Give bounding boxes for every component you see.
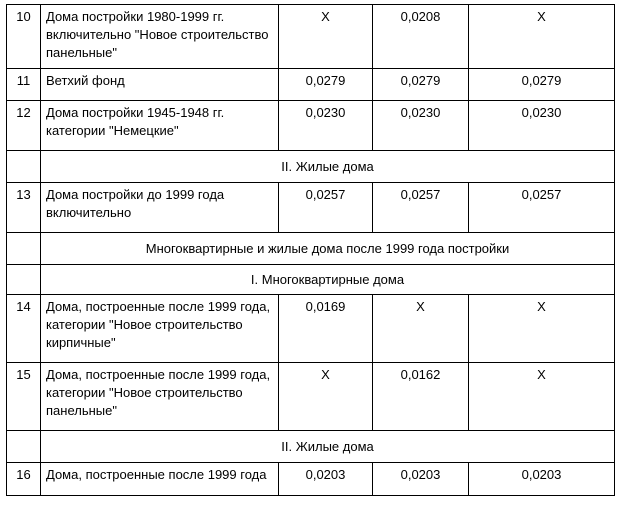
- value-cell-3: Х: [469, 363, 615, 431]
- section-row: [7, 233, 615, 265]
- value-cell-3: 0,0230: [469, 101, 615, 151]
- row-number: 14: [7, 295, 41, 363]
- value-cell-3: 0,0279: [469, 69, 615, 101]
- row-number: 13: [7, 183, 41, 233]
- row-number: 15: [7, 363, 41, 431]
- section-empty-cell: [7, 233, 41, 265]
- value-cell-2: 0,0208: [373, 5, 469, 69]
- value-cell-3: Х: [469, 295, 615, 363]
- value-cell-2: Х: [373, 295, 469, 363]
- section-row: [7, 151, 615, 183]
- table-row: [7, 101, 615, 151]
- section-header: I. Многоквартирные дома: [41, 265, 615, 295]
- table-row: [7, 183, 615, 233]
- value-cell-1: 0,0169: [279, 295, 373, 363]
- value-cell-3: 0,0203: [469, 463, 615, 496]
- value-cell-2: 0,0203: [373, 463, 469, 496]
- value-cell-1: Х: [279, 363, 373, 431]
- table-row: [7, 69, 615, 101]
- value-cell-1: 0,0230: [279, 101, 373, 151]
- section-row: [7, 265, 615, 295]
- row-number: 16: [7, 463, 41, 496]
- section-row: [7, 431, 615, 463]
- section-header: II. Жилые дома: [41, 431, 615, 463]
- table-row: [7, 295, 615, 363]
- row-number: 11: [7, 69, 41, 101]
- row-number: 12: [7, 101, 41, 151]
- value-cell-2: 0,0257: [373, 183, 469, 233]
- value-cell-1: 0,0279: [279, 69, 373, 101]
- tariff-table: [6, 4, 615, 496]
- table-row: [7, 463, 615, 496]
- value-cell-1: Х: [279, 5, 373, 69]
- section-header: II. Жилые дома: [41, 151, 615, 183]
- value-cell-3: 0,0257: [469, 183, 615, 233]
- table-row: [7, 5, 615, 69]
- value-cell-1: 0,0257: [279, 183, 373, 233]
- section-header: Многоквартирные и жилые дома после 1999 года постройки: [41, 233, 615, 265]
- row-name: Дома постройки 1980-1999 гг. включительно "Новое строительство панельные": [41, 5, 279, 69]
- row-name: Дома, построенные после 1999 года, категории "Новое строительство кирпичные": [41, 295, 279, 363]
- value-cell-1: 0,0203: [279, 463, 373, 496]
- row-name: Ветхий фонд: [41, 69, 279, 101]
- table-row: [7, 363, 615, 431]
- row-name: Дома постройки до 1999 года включительно: [41, 183, 279, 233]
- section-empty-cell: [7, 431, 41, 463]
- value-cell-2: 0,0230: [373, 101, 469, 151]
- value-cell-3: Х: [469, 5, 615, 69]
- row-name: Дома, построенные после 1999 года: [41, 463, 279, 496]
- value-cell-2: 0,0279: [373, 69, 469, 101]
- row-name: Дома, построенные после 1999 года, категории "Новое строительство панельные": [41, 363, 279, 431]
- section-empty-cell: [7, 265, 41, 295]
- value-cell-2: 0,0162: [373, 363, 469, 431]
- row-number: 10: [7, 5, 41, 69]
- section-empty-cell: [7, 151, 41, 183]
- row-name: Дома постройки 1945-1948 гг. категории "Немецкие": [41, 101, 279, 151]
